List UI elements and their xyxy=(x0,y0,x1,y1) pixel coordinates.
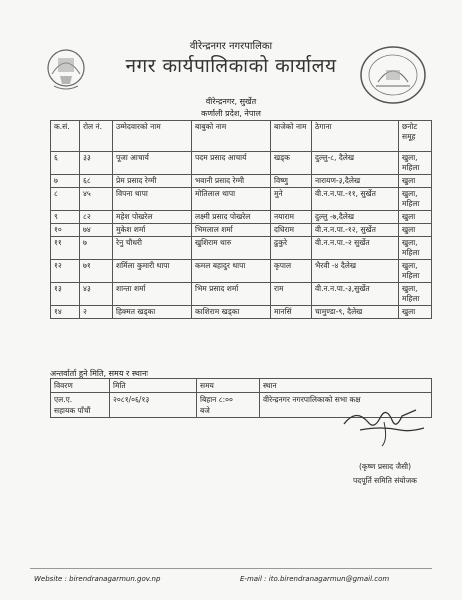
cell-group: खुला xyxy=(399,306,432,319)
cell-grandfather: ढुकुरे xyxy=(271,237,312,260)
cell-father: मोतिलाल थापा xyxy=(192,188,271,211)
schedule-desc-line2: सहायक पाँचौं xyxy=(54,406,91,415)
table-row xyxy=(51,237,432,260)
cell-address: वी.न.न.पा.-११, सुर्खेत xyxy=(312,188,399,211)
cell-candidate: महेश पोखरेल xyxy=(113,211,192,224)
office-location: वीरेन्द्रनगर, सुर्खेत xyxy=(205,97,257,106)
footer-divider xyxy=(30,568,432,569)
cell-sn: १३ xyxy=(51,283,80,306)
cell-group: खुला xyxy=(399,211,432,224)
cell-father: भवानी प्रसाद रेग्मी xyxy=(192,175,271,188)
schedule-time-line2: बजे xyxy=(200,406,210,415)
cell-father: पदम प्रसाद आचार्य xyxy=(192,152,271,175)
cell-address: दुल्लु -७,दैलेख xyxy=(312,211,399,224)
cell-roll: ३३ xyxy=(80,152,113,175)
cell-address: भैरवी -४ दैलेख xyxy=(312,260,399,283)
cell-father: खुशिराम थारु xyxy=(192,237,271,260)
cell-candidate: शान्ता शर्मा xyxy=(113,283,192,306)
table-header-row xyxy=(51,121,432,152)
table-row xyxy=(51,188,432,211)
schedule-time-line1: बिहान ८:०० xyxy=(200,395,233,404)
cell-group: खुला, महिला xyxy=(399,283,432,306)
cell-roll: ४५ xyxy=(80,188,113,211)
cell-father: भिमलाल शर्मा xyxy=(192,224,271,237)
col-group-header: छनोट समूह xyxy=(399,121,432,152)
cell-candidate: पूजा आचार्य xyxy=(113,152,192,175)
cell-group: खुला, महिला xyxy=(399,260,432,283)
footer-website: Website : birendranagarmun.gov.np xyxy=(34,575,161,583)
cell-grandfather: नयाराम xyxy=(271,211,312,224)
cell-grandfather: कृपाल xyxy=(271,260,312,283)
cell-sn: ६ xyxy=(51,152,80,175)
cell-address: वी.न.न.पा.-१२, सुर्खेत xyxy=(312,224,399,237)
cell-roll: ७४ xyxy=(80,224,113,237)
schedule-desc-cell xyxy=(51,393,110,418)
cell-sn: ११ xyxy=(51,237,80,260)
cell-father: कमल बहादुर थापा xyxy=(192,260,271,283)
cell-sn: १२ xyxy=(51,260,80,283)
cell-father: भिम प्रसाद शर्मा xyxy=(192,283,271,306)
cell-candidate: रेनु चौधरी xyxy=(113,237,192,260)
cell-roll: ७१ xyxy=(80,260,113,283)
cell-sn: ९ xyxy=(51,211,80,224)
cell-roll: २ xyxy=(80,306,113,319)
cell-sn: ७ xyxy=(51,175,80,188)
cell-grandfather: खड्क xyxy=(271,152,312,175)
candidate-table xyxy=(50,120,432,319)
cell-sn: १० xyxy=(51,224,80,237)
table-row xyxy=(51,260,432,283)
office-province: कर्णाली प्रदेश, नेपाल xyxy=(201,109,261,118)
cell-group: खुला xyxy=(399,175,432,188)
schedule-date-cell: २०८१/०६/१३ xyxy=(110,393,197,418)
schedule-header-row xyxy=(51,379,432,393)
col-candidate-header: उम्मेदवारको नाम xyxy=(113,121,192,152)
col-father-header: बाबुको नाम xyxy=(192,121,271,152)
municipality-logo-icon xyxy=(358,44,428,106)
col-sn-header: क.सं. xyxy=(51,121,80,152)
signatory-name: (कृष्ण प्रसाद जैसी) xyxy=(358,462,412,471)
cell-father: लक्ष्मी प्रसाद पोखरेल xyxy=(192,211,271,224)
signature-icon xyxy=(340,400,430,448)
cell-sn: १४ xyxy=(51,306,80,319)
cell-grandfather: राम xyxy=(271,283,312,306)
schedule-desc-header: विवरण xyxy=(51,379,110,393)
schedule-place-header: स्थान xyxy=(260,379,432,393)
cell-group: खुला, महिला xyxy=(399,237,432,260)
table-row xyxy=(51,175,432,188)
table-row xyxy=(51,283,432,306)
cell-grandfather: मानसिं xyxy=(271,306,312,319)
schedule-place-cell: वीरेन्द्रनगर नगरपालिकाको सभा कक्ष xyxy=(260,393,432,418)
cell-address: वी.न.न.पा.-३,सुर्खेत xyxy=(312,283,399,306)
office-title: नगर कार्यपालिकाको कार्यालय xyxy=(125,55,337,77)
schedule-desc-line1: एल.ए. xyxy=(54,395,73,404)
cell-address: वी.न.न.पा.-२ सुर्खेत xyxy=(312,237,399,260)
schedule-date-header: मिति xyxy=(110,379,197,393)
cell-roll: ८२ xyxy=(80,211,113,224)
cell-group: खुला, महिला xyxy=(399,188,432,211)
col-address-header: ठेगाना xyxy=(312,121,399,152)
table-row xyxy=(51,152,432,175)
cell-roll: ४३ xyxy=(80,283,113,306)
footer-email: E-mail : ito.birendranagarmun@gmail.com xyxy=(240,575,390,583)
cell-grandfather: दधिराम xyxy=(271,224,312,237)
cell-group: खुला xyxy=(399,224,432,237)
cell-candidate: प्रेम प्रसाद रेग्मी xyxy=(113,175,192,188)
schedule-title: अन्तर्वार्ता हुने मिति, समय र स्थानः xyxy=(50,369,149,378)
schedule-time-header: समय xyxy=(197,379,260,393)
cell-sn: ८ xyxy=(51,188,80,211)
cell-father: काशिराम खड्का xyxy=(192,306,271,319)
table-body xyxy=(51,152,432,319)
cell-address: चामुण्डा-९, दैलेख xyxy=(312,306,399,319)
table-row xyxy=(51,224,432,237)
schedule-time-cell xyxy=(197,393,260,418)
cell-address: दुल्लु-८, दैलेख xyxy=(312,152,399,175)
signatory-title: पदपूर्ति समिति संयोजक xyxy=(353,476,417,485)
col-roll-header: रोल नं. xyxy=(80,121,113,152)
cell-candidate: मुकेश शर्मा xyxy=(113,224,192,237)
cell-roll: ७ xyxy=(80,237,113,260)
cell-candidate: हिक्मत खड्का xyxy=(113,306,192,319)
cell-roll: ६८ xyxy=(80,175,113,188)
cell-grandfather: विष्णु xyxy=(271,175,312,188)
col-grandfather-header: बाजेको नाम xyxy=(271,121,312,152)
cell-candidate: शर्मिला कुमारी थापा xyxy=(113,260,192,283)
cell-group: खुला, महिला xyxy=(399,152,432,175)
cell-candidate: विपना थापा xyxy=(113,188,192,211)
cell-grandfather: मुने xyxy=(271,188,312,211)
table-row xyxy=(51,211,432,224)
cell-address: नारायण-३,दैलेख xyxy=(312,175,399,188)
table-row xyxy=(51,306,432,319)
municipality-name: वीरेन्द्रनगर नगरपालिका xyxy=(189,41,273,52)
